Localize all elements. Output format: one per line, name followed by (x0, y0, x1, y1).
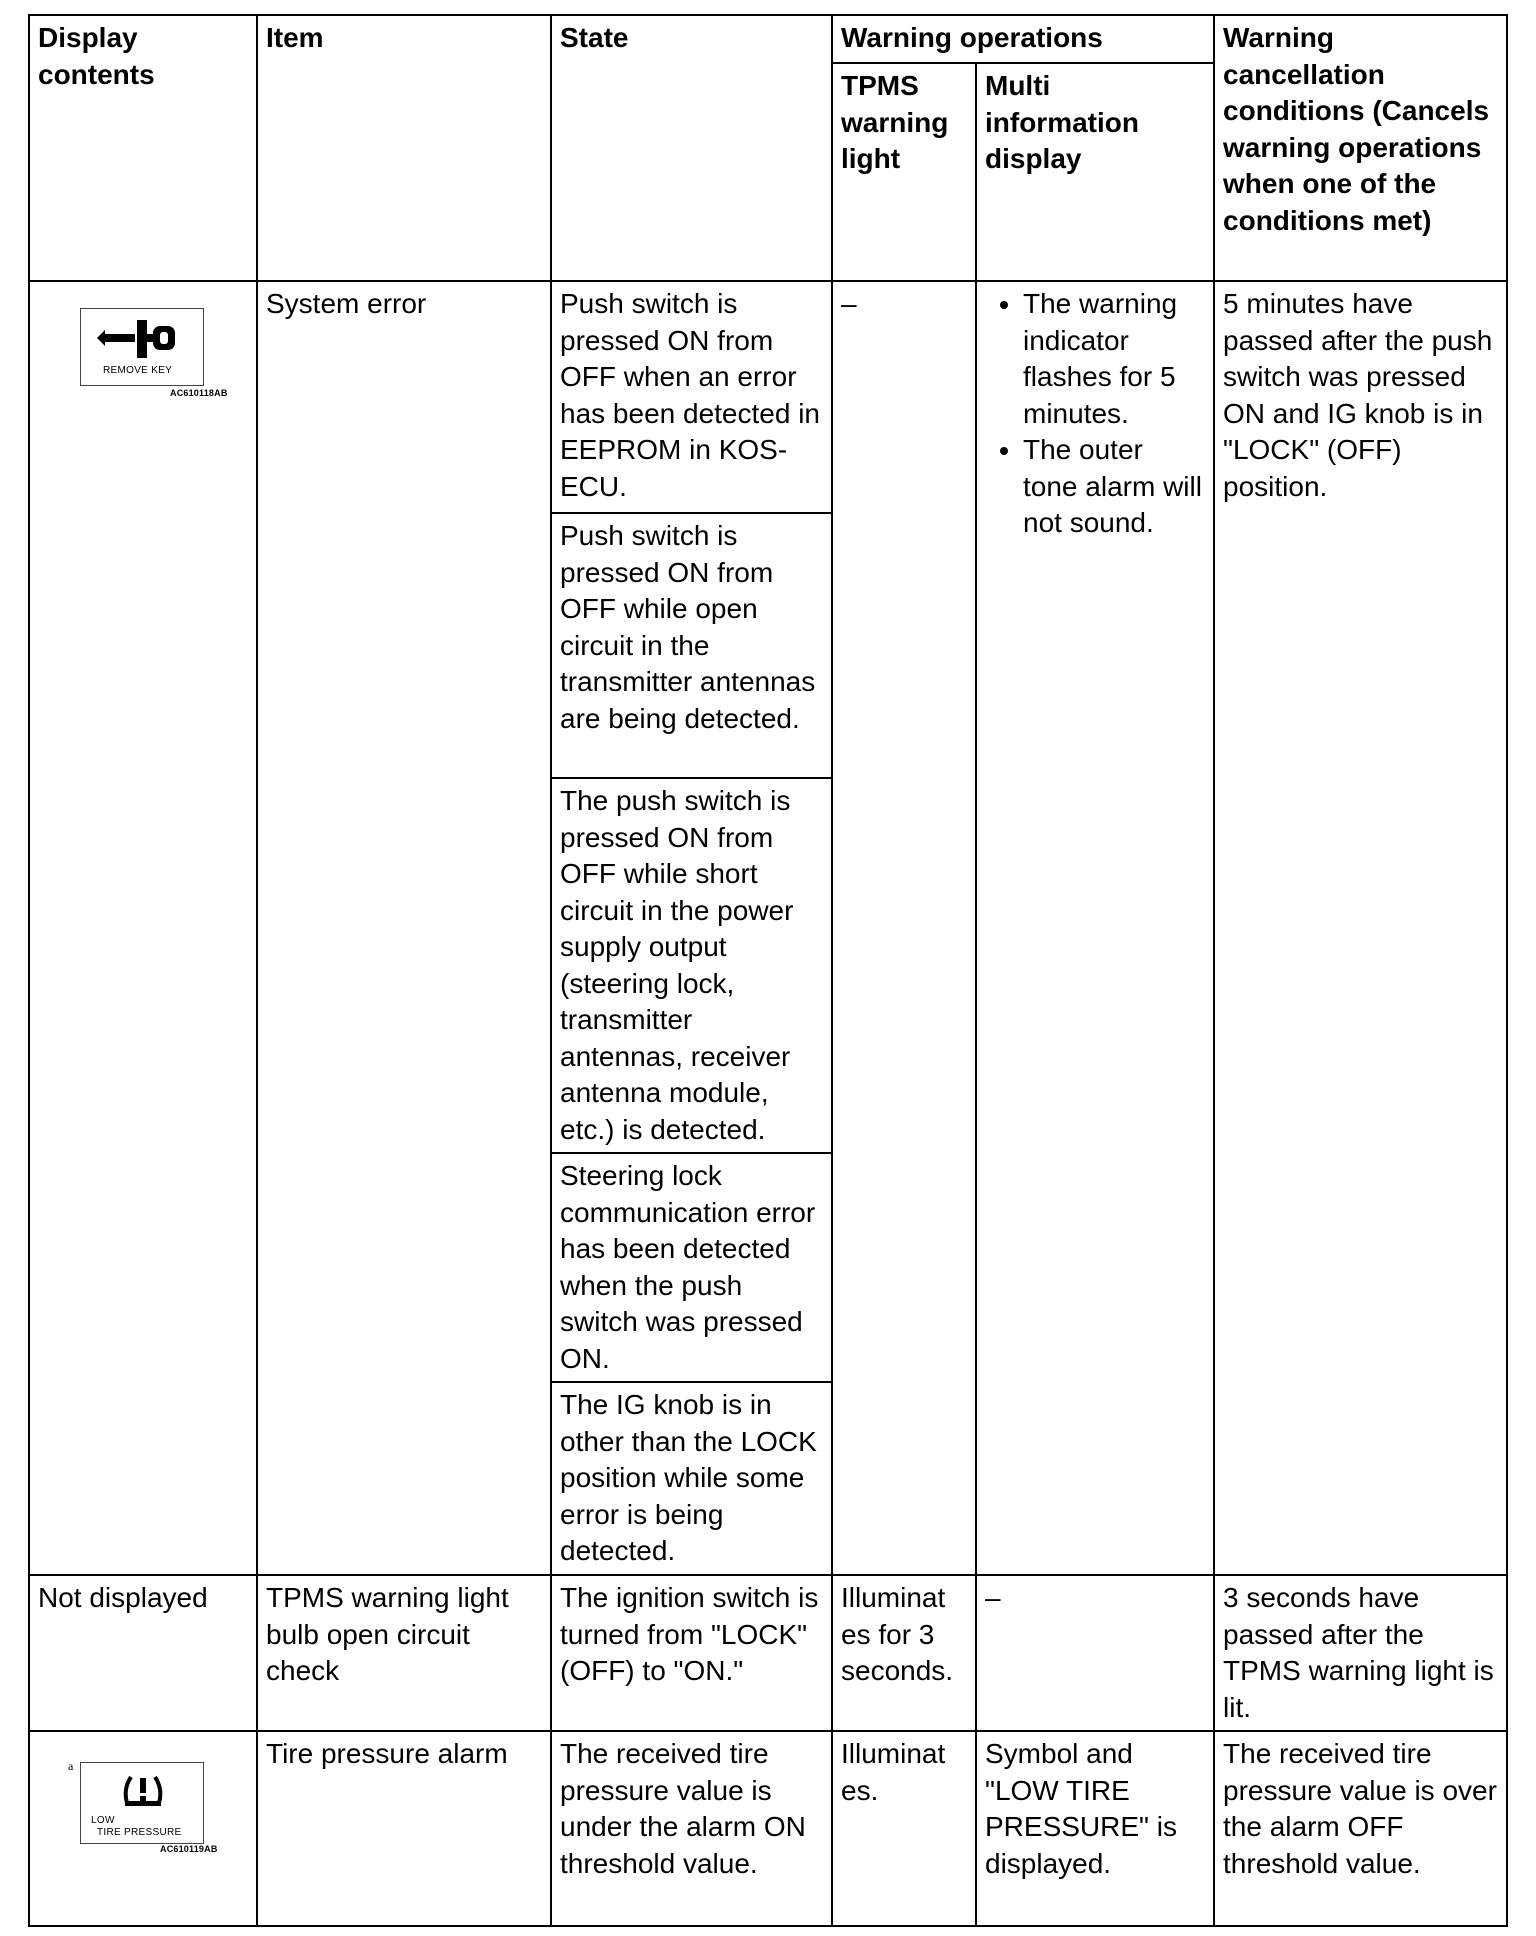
state-cell: Push switch is pressed ON from OFF while open circuit in the transmitter antennas are being detected. (551, 513, 832, 778)
warning-table (28, 14, 1508, 1927)
table-row (29, 281, 1507, 513)
cancellation-cell: The received tire pressure value is over the alarm OFF threshold value. (1214, 1731, 1507, 1926)
state-cell: Steering lock communication error has been detected when the push switch was pressed ON. (551, 1153, 832, 1382)
tire-pressure-caption: TIRE PRESSURE (97, 1827, 182, 1838)
header-display-contents: Display contents (29, 15, 257, 281)
table-row (29, 1731, 1507, 1926)
cancellation-cell: 5 minutes have passed after the push switch was pressed ON and IG knob is in "LOCK" (OFF) position. (1214, 281, 1507, 1575)
figure-code: AC610118AB (170, 388, 228, 398)
list-item: • The outer tone alarm will not sound. (1023, 432, 1205, 542)
item-bulb-check: TPMS warning light bulb open circuit check (257, 1575, 551, 1731)
tpms-cell: – (832, 281, 976, 1575)
low-caption: LOW (91, 1815, 115, 1826)
display-remove-key (29, 281, 257, 1575)
state-cell: The received tire pressure value is under the alarm ON threshold value. (551, 1731, 832, 1926)
state-cell: The push switch is pressed ON from OFF while short circuit in the power supply output (steering lock, transmitter antennas, receiver antenna module, etc.) is detected. (551, 778, 832, 1153)
header-state: State (551, 15, 832, 281)
header-item: Item (257, 15, 551, 281)
multi-info-list (985, 286, 1205, 542)
state-cell: The IG knob is in other than the LOCK position while some error is being detected. (551, 1382, 832, 1575)
tpms-cell: Illuminat es for 3 seconds. (832, 1575, 976, 1731)
multi-info-cell (976, 281, 1214, 1575)
list-item: • The warning indicator flashes for 5 minutes. (1023, 286, 1205, 432)
multi-info-cell: – (976, 1575, 1214, 1731)
header-tpms-warning-light: TPMS warning light (832, 63, 976, 281)
figure-code: AC610119AB (160, 1844, 218, 1854)
remove-key-caption: REMOVE KEY (103, 365, 173, 376)
item-system-error: System error (257, 281, 551, 1575)
state-cell: The ignition switch is turned from "LOCK" (OFF) to "ON." (551, 1575, 832, 1731)
low-tire-pressure-display (80, 1762, 204, 1844)
header-warning-operations: Warning operations (832, 15, 1214, 63)
multi-info-cell: Symbol and "LOW TIRE PRESSURE" is displayed. (976, 1731, 1214, 1926)
cancellation-cell: 3 seconds have passed after the TPMS warning light is lit. (1214, 1575, 1507, 1731)
table-row (29, 1575, 1507, 1731)
header-multi-information-display: Multi information display (976, 63, 1214, 281)
tpms-cell: Illuminat es. (832, 1731, 976, 1926)
state-cell: Push switch is pressed ON from OFF when an error has been detected in EEPROM in KOS-ECU. (551, 281, 832, 513)
marker-a: a (68, 1759, 74, 1773)
remove-key-display (80, 308, 204, 386)
display-low-tire-pressure (29, 1731, 257, 1926)
header-warning-cancellation: Warning cancellation conditions (Cancels warning operations when one of the conditions met) (1214, 15, 1507, 281)
display-not-displayed: Not displayed (29, 1575, 257, 1731)
item-tire-pressure: Tire pressure alarm (257, 1731, 551, 1926)
